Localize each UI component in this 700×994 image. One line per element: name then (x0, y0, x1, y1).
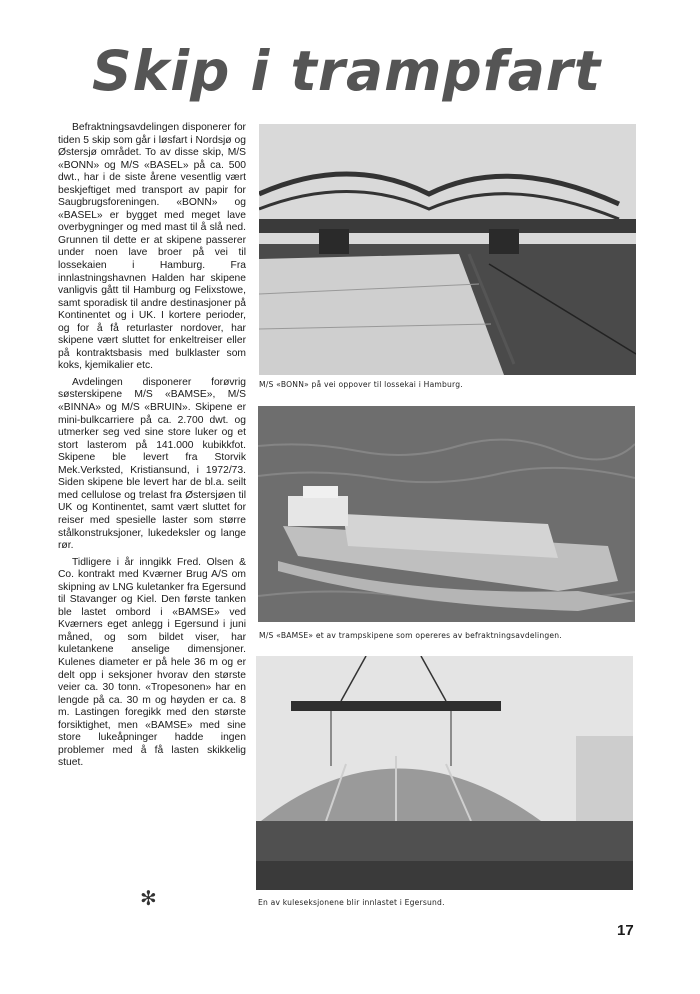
photo-caption-2: M/S «BAMSE» et av trampskipene som opereres av befraktningsavdelingen. (259, 631, 562, 640)
photo-tank-loading (256, 656, 633, 890)
paragraph-2: Avdelingen disponerer forøvrig søsterskipene M/S «BAMSE», M/S «BINNA» og M/S «BRUIN». Skipene er mini-bulkcarriere på ca. 2.700 dwt. og utmerker seg ved sine store luker og et stort lasterom på 141.000 kubikkfot. Skipene ble levert fra Storvik Mek.Verksted, Kristiansund, i 1972/73. Siden skipene ble levert har de bl.a. seilt med cellulose og trelast fra Østersjøen til UK og Kontinentet, samt vært sluttet for reiser med spesielle laster som større stålkonstruksjoner, lukedeksler og lange rør. (58, 376, 246, 552)
photo-caption-3: En av kuleseksjonene blir innlastet i Egersund. (258, 898, 445, 907)
paragraph-1: Befraktningsavdelingen disponerer for tiden 5 skip som går i løsfart i Nordsjø og Østersjø området. To av disse skip, M/S «BONN» og M/S «BASEL» på ca. 500 dwt., har i de siste årene vesentlig vært beskjeftiget med transport av papir for Saugbrugsforeningen. «BONN» og «BASEL» er bygget med meget lave overbygninger og med mast til å slå ned. Grunnen til dette er at skipene passerer under noen lave broer på vei til lossekaien i Hamburg. Fra innlastningshavnen Halden har skipene vanligvis gått til Hamburg og Felixstowe, samt sporadisk til andre destinasjoner på Kontinentet og i UK. I kortere perioder, og for å få returlaster nordover, har skipene vært sluttet for enkeltreiser eller på kontraktsbasis med bulklaster som koks, kjemikalier etc. (58, 122, 246, 372)
photo-bamse-sea (258, 406, 635, 622)
paragraph-3: Tidligere i år inngikk Fred. Olsen & Co. kontrakt med Kværner Brug A/S om skipning av LNG kuletanker fra Egersund til Stavanger og Kiel. Den første tanken ble lastet ombord i «BAMSE» ved Kværners eget anlegg i Egersund i juni måned, og som bildet viser, har kuletankene anselige dimensjoner. Kulenes diameter er på hele 36 m og er delt opp i seksjoner hvorav den største veier ca. 30 tonn. «Tropesonen» har en lengde på ca. 30 m og høyden er ca. 8 m. Lastingen foregikk med den største forsiktighet, men «BAMSE» med sine store lukeåpninger hadde ingen problemer med å få lasten skikkelig stuet. (58, 556, 246, 769)
ornament-asterisk: ✻ (140, 886, 157, 910)
article-title: Skip i trampfart (92, 39, 602, 103)
page-number: 17 (617, 922, 634, 939)
photo-bonn-hamburg (259, 124, 636, 375)
article-body (58, 122, 246, 774)
photo-caption-1: M/S «BONN» på vei oppover til lossekai i Hamburg. (259, 380, 463, 389)
